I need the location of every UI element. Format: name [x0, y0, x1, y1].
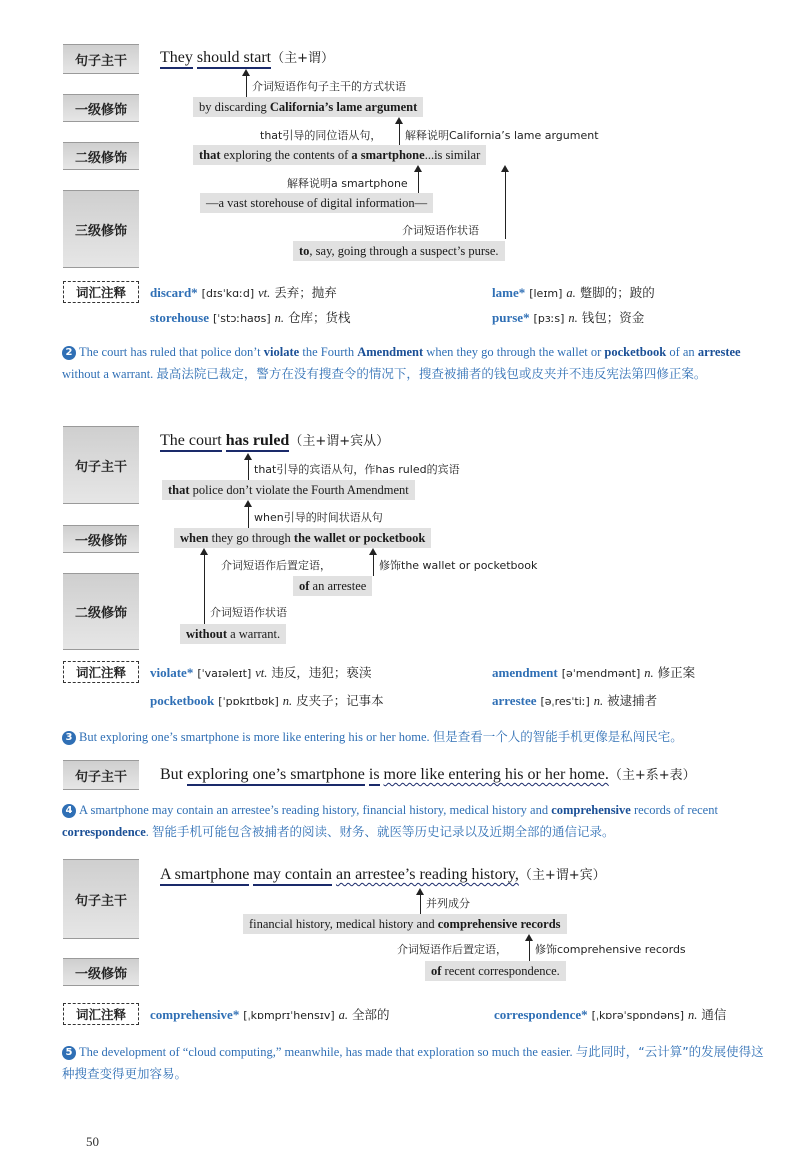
vocab-word: storehouse: [150, 310, 209, 325]
vocab1-item-3: purse* [pɜːs] n. 钱包；资金: [492, 310, 645, 325]
s1-level3b: [293, 241, 505, 261]
vocab-meaning: 修正案: [657, 665, 696, 680]
s4-coordinate-text: financial history, medical history and: [249, 917, 438, 931]
vocab-meaning: 丢弃；抛弃: [274, 285, 337, 300]
s1-level2-end: ...is similar: [424, 148, 481, 162]
vocab2-item-3: [492, 691, 657, 709]
s4-object: an arrestee’s reading history,: [335, 866, 519, 883]
s2-predicate: has ruled: [226, 432, 290, 452]
s1-line-2: [399, 123, 400, 145]
page-number: 50: [86, 1134, 99, 1149]
s1-line-4: [505, 171, 506, 239]
s2-level2-adverbial-text: a warrant.: [226, 627, 281, 641]
s2-level2-text: an arrestee: [309, 579, 367, 593]
vocab1-item-0: discard* [dɪsˈkɑːd] vt. 丢弃；抛弃: [150, 285, 337, 300]
vocab3-item-1: correspondence* [ˌkɒrəˈspɒndəns] n. 通信: [494, 1007, 727, 1022]
vocab-meaning: 全部的: [351, 1007, 390, 1022]
paragraph-5-cn: 与此同时，“云计算”的发展使得这种搜查变得更加容易。: [62, 1044, 764, 1081]
s1-note-2a: that引导的同位语从句，: [260, 129, 382, 142]
label-main-clause-2: 句子主干: [63, 426, 139, 504]
paragraph-number-4: 4: [62, 804, 76, 818]
vocab-tag-3: 词汇注释: [63, 1003, 139, 1025]
s2-level1-text: they go through: [208, 531, 294, 545]
s2-note-4: 介词短语作状语: [210, 606, 287, 619]
vocab-word: comprehensive: [150, 1007, 233, 1022]
paragraph-number-2: 2: [62, 346, 76, 360]
s1-note-2b: 解释说明California’s lame argument: [405, 129, 599, 142]
vocab-word: purse: [492, 310, 524, 325]
s4-level1: [425, 961, 566, 981]
s1-level1-bold: California’s lame argument: [269, 100, 418, 114]
s1-note-3: 解释说明a smartphone: [287, 177, 408, 190]
s4-line-2: [529, 940, 530, 962]
s1-predicate: should start: [197, 49, 271, 69]
s3-subject: exploring one’s smartphone: [187, 766, 365, 786]
s2-level1: [174, 528, 431, 548]
vocab-meaning: 被逮捕者: [607, 693, 658, 708]
s2-line-2: [248, 506, 249, 528]
paragraph-5: 5 The development of “cloud computing,” meanwhile, has made that exploration so much the easier. 与此同时，“云计算”的发展使得这种搜查变得更加容易。: [62, 1044, 764, 1081]
label-level2-2: 二级修饰: [63, 573, 139, 650]
s1-level2: [193, 145, 486, 165]
vocab-word: lame: [492, 285, 519, 300]
s1-level1-text: by discarding: [199, 100, 270, 114]
s2-level2-without: without: [186, 627, 227, 641]
vocab-phonetic: [leɪm]: [529, 287, 563, 300]
s3-pattern: （主+系+表）: [608, 768, 696, 783]
label-level1-4: 一级修饰: [63, 958, 139, 986]
s3-link-verb: is: [369, 766, 380, 786]
s4-coordinate: [243, 914, 567, 934]
label-level1-2: 一级修饰: [63, 525, 139, 553]
vocab2-item-0: violate* [ˈvaɪəleɪt] vt. 违反，违犯；亵渎: [150, 665, 372, 680]
paragraph-4: 4 A smartphone may contain an arrestee’s reading history, financial history, medical history and comprehensive records of recent correspondence. 智能手机可能包含被捕者的阅读、财务、就医等历史记录以及近期全部的通信记录。: [62, 803, 718, 839]
label-main-clause-3: 句子主干: [63, 760, 139, 790]
s2-object-text: police don’t violate the Fourth Amendment: [189, 483, 409, 497]
s3-main-clause: [160, 764, 696, 784]
vocab-pos: n.: [274, 311, 284, 325]
vocab-pos: vt.: [255, 666, 268, 680]
s2-line-3: [204, 554, 205, 624]
s1-level3b-to: to: [299, 244, 310, 258]
s2-object-clause: [162, 480, 415, 500]
s3-predicative: more like entering his or her home.: [383, 766, 609, 783]
vocab-meaning: 通信: [701, 1007, 727, 1022]
vocab-pos: n.: [593, 694, 604, 708]
s1-level3a-text: —a vast storehouse of digital information—: [206, 196, 428, 210]
s2-object-that: that: [168, 483, 190, 497]
label-level2-1: 二级修饰: [63, 142, 139, 170]
vocab-phonetic: [ˈstɔːhaʊs]: [212, 312, 271, 325]
paragraph-3-cn: 但是查看一个人的智能手机更像是私闯民宅。: [432, 729, 683, 744]
paragraph-3: 3 But exploring one’s smartphone is more like entering his or her home. 但是查看一个人的智能手机更像是私闯民宅。: [62, 726, 772, 748]
vocab-phonetic: [pɜːs]: [533, 312, 565, 325]
s1-main-clause: [160, 47, 334, 67]
vocab-pos: n.: [644, 666, 654, 680]
s1-level3b-text: , say, going through a suspect’s purse.: [309, 244, 499, 258]
s1-level1: [193, 97, 423, 117]
s3-conj: But: [160, 766, 188, 783]
vocab-tag-1: 词汇注释: [63, 281, 139, 303]
label-main-clause-4: 句子主干: [63, 859, 139, 939]
s2-level2-of: of: [299, 579, 310, 593]
s2-subject: The court: [160, 432, 222, 452]
vocab-pos: vt.: [258, 286, 271, 300]
vocab-phonetic: [ˈpɒkɪtbʊk]: [218, 695, 279, 708]
vocab-word: pocketbook: [150, 693, 215, 708]
vocab-phonetic: [ˌkɒmprɪˈhensɪv]: [243, 1009, 335, 1022]
label-level3-1: 三级修饰: [63, 190, 139, 268]
s4-note-2b: 修饰comprehensive records: [535, 943, 686, 956]
s2-note-1: that引导的宾语从句，作has ruled的宾语: [254, 463, 460, 476]
paragraph-2-cn: 最高法院已裁定，警方在没有搜查令的情况下，搜查被捕者的钱包或皮夹并不违反宪法第四修正案。: [156, 366, 707, 381]
s2-level2: [293, 576, 372, 596]
vocab-pos: n.: [282, 694, 293, 708]
vocab-meaning: 仓库；货栈: [287, 310, 351, 325]
vocab-phonetic: [ˈvaɪəleɪt]: [197, 667, 252, 680]
vocab-phonetic: [əˌresˈtiː]: [540, 695, 590, 708]
vocab-word: correspondence: [494, 1007, 582, 1022]
vocab-tag-2: 词汇注释: [63, 661, 139, 683]
s2-note-3b: 修饰the wallet or pocketbook: [379, 559, 538, 572]
s4-line-1: [420, 894, 421, 916]
label-main-clause-1: 句子主干: [63, 44, 139, 74]
s4-note-1: 并列成分: [426, 897, 470, 910]
paragraph-number-5: 5: [62, 1046, 76, 1060]
s4-subject: A smartphone: [160, 866, 249, 886]
vocab-phonetic: [ˌkɒrəˈspɒndəns]: [591, 1009, 685, 1022]
vocab2-item-1: [492, 663, 695, 681]
vocab-phonetic: [dɪsˈkɑːd]: [201, 287, 255, 300]
s2-level2-adverbial: [180, 624, 286, 644]
paragraph-2: 2 The court has ruled that police don’t violate the Fourth Amendment when they go through the wallet or pocketbook of an arrestee without a warrant. 最高法院已裁定，警方在没有搜查令的情况下，搜查被捕者的钱包或皮夹并不违反宪法第四修正案。: [62, 345, 741, 381]
label-level1-1: 一级修饰: [63, 94, 139, 122]
s2-line-1: [248, 459, 249, 481]
s2-line-4: [373, 554, 374, 576]
vocab3-item-0: comprehensive* [ˌkɒmprɪˈhensɪv] a. 全部的: [150, 1007, 390, 1022]
vocab-meaning: 钱包；资金: [581, 310, 645, 325]
vocab-pos: a.: [566, 286, 576, 300]
s1-line-1: [246, 75, 247, 97]
s1-level2-text: exploring the contents of: [220, 148, 352, 162]
s2-main-clause: [160, 430, 389, 450]
s1-level3a: [200, 193, 433, 213]
s4-note-2a: 介词短语作后置定语，: [397, 943, 507, 956]
s1-subject: They: [160, 49, 193, 69]
s1-level2-that: that: [199, 148, 221, 162]
s1-note-4: 介词短语作状语: [402, 224, 479, 237]
vocab-pos: n.: [568, 311, 578, 325]
s1-note-1: 介词短语作句子主干的方式状语: [252, 80, 406, 93]
s2-pattern: （主+谓+宾从）: [289, 434, 390, 449]
vocab1-item-1: lame* [leɪm] a. 蹩脚的；跛的: [492, 285, 655, 300]
vocab-word: arrestee: [492, 693, 537, 708]
paragraph-number-3: 3: [62, 731, 76, 745]
vocab-phonetic: [əˈmendmənt]: [561, 667, 641, 680]
vocab-pos: n.: [688, 1008, 698, 1022]
vocab-meaning: 违反，违犯；亵渎: [271, 665, 372, 680]
s2-note-2: when引导的时间状语从句: [254, 511, 383, 524]
s2-level1-when: when: [180, 531, 209, 545]
vocab-meaning: 蹩脚的；跛的: [579, 285, 655, 300]
vocab-word: amendment: [492, 665, 558, 680]
s4-predicate: may contain: [253, 866, 332, 886]
vocab1-item-2: [150, 308, 350, 326]
vocab-meaning: 皮夹子；记事本: [296, 693, 384, 708]
vocab-word: violate: [150, 665, 187, 680]
s2-level1-bold: the wallet or pocketbook: [293, 531, 426, 545]
s1-level2-bold: a smartphone: [351, 148, 425, 162]
s1-line-3: [418, 171, 419, 193]
s2-note-3a: 介词短语作后置定语，: [221, 559, 331, 572]
vocab2-item-2: [150, 691, 384, 709]
s1-pattern: （主+谓）: [271, 51, 334, 66]
vocab-word: discard: [150, 285, 192, 300]
s4-pattern: （主+谓+宾）: [518, 868, 606, 883]
s4-main-clause: [160, 864, 606, 884]
vocab-pos: a.: [338, 1008, 348, 1022]
s4-coordinate-bold: comprehensive records: [437, 917, 561, 931]
s4-level1-of: of: [431, 964, 442, 978]
paragraph-4-cn: 智能手机可能包含被捕者的阅读、财务、就医等历史记录以及近期全部的通信记录。: [152, 824, 615, 839]
s4-level1-text: recent correspondence.: [441, 964, 560, 978]
